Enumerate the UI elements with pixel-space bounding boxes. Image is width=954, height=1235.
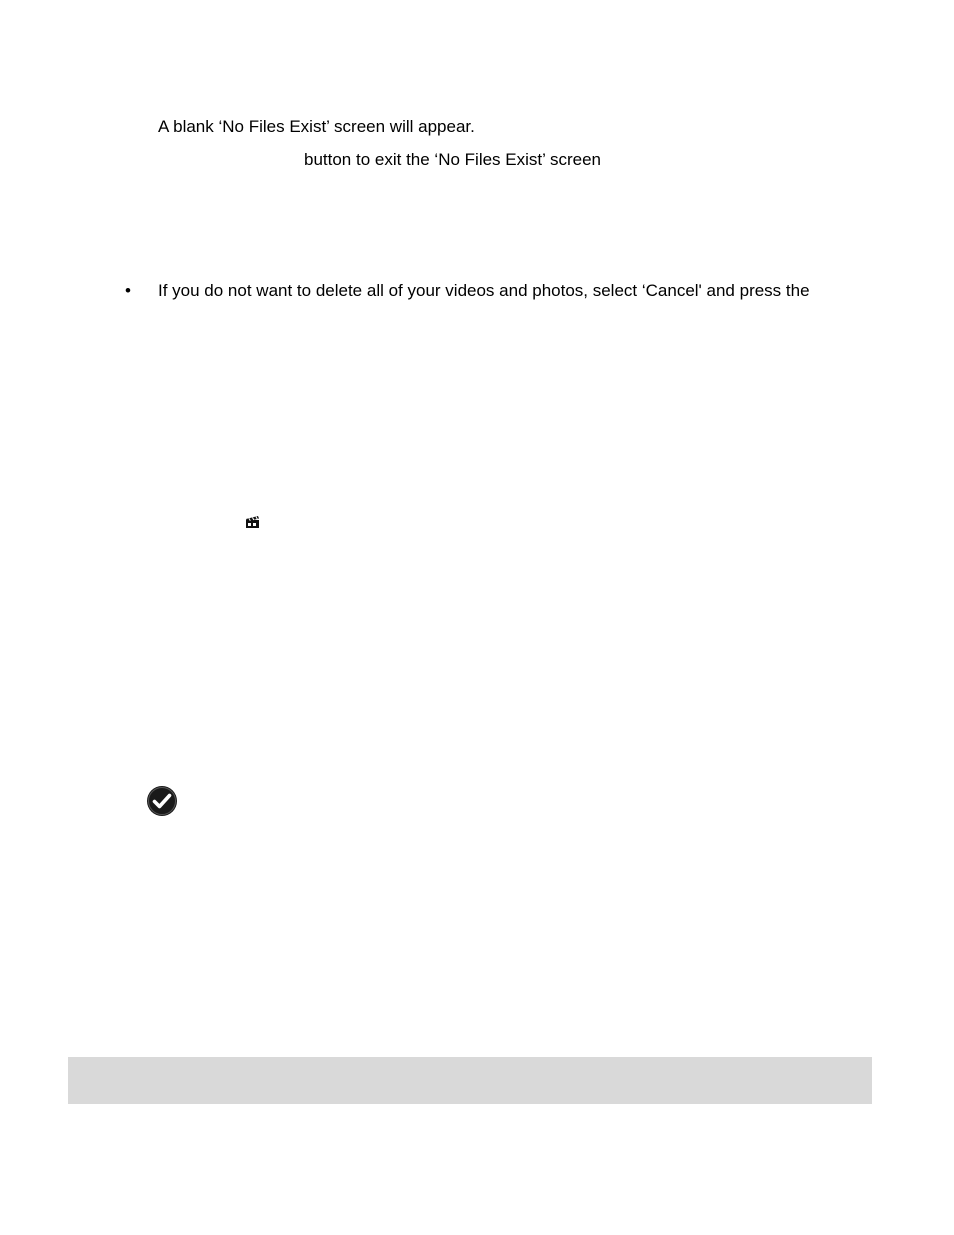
bullet-marker: • (125, 281, 131, 300)
exit-button-instruction-text: button to exit the ‘No Files Exist’ screen (304, 150, 602, 169)
gray-banner-bar (68, 1057, 872, 1104)
cancel-instruction-text: If you do not want to delete all of your videos and photos, select ‘Cancel' and press the (158, 281, 810, 300)
clapperboard-icon (245, 515, 260, 529)
no-files-exist-text: A blank ‘No Files Exist’ screen will appear. (158, 117, 475, 136)
checkmark-circle-icon (146, 785, 178, 817)
